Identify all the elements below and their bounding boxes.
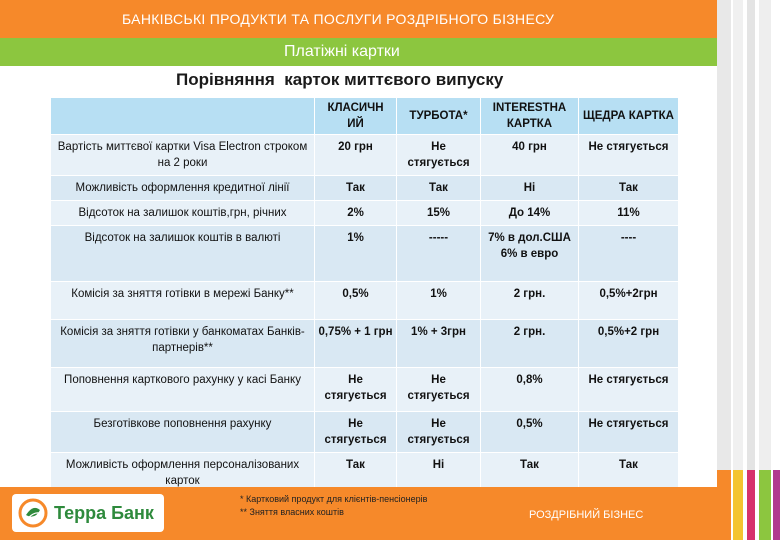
cell: Так	[579, 453, 679, 494]
footnote-pensioners: * Картковий продукт для клієнтів-пенсіонерів	[240, 494, 428, 504]
bank-logo[interactable]	[12, 494, 164, 532]
table-row	[51, 368, 679, 412]
cell: 7% в дол.США 6% в евро	[481, 226, 579, 282]
cell: 2 грн.	[481, 282, 579, 320]
row-label: Відсоток на залишок коштів в валюті	[51, 226, 315, 282]
table-row	[51, 226, 679, 282]
cell: Ні	[481, 176, 579, 201]
cell: До 14%	[481, 201, 579, 226]
cell: -----	[397, 226, 481, 282]
page-title: Порівняння карток миттєвого випуску	[176, 70, 504, 89]
subheader-bar	[0, 38, 717, 66]
table-row	[51, 282, 679, 320]
cell: 40 грн	[481, 135, 579, 176]
cell: Так	[315, 453, 397, 494]
cell: Не стягується	[579, 412, 679, 453]
row-label: Поповнення карткового рахунку у касі Банку	[51, 368, 315, 412]
subheader-title: Платіжні картки	[284, 43, 400, 60]
cell: 11%	[579, 201, 679, 226]
cell: 1%	[315, 226, 397, 282]
cell: Так	[315, 176, 397, 201]
table-row	[51, 320, 679, 368]
cell: 0,8%	[481, 368, 579, 412]
table-header-row	[51, 98, 679, 135]
cell: 15%	[397, 201, 481, 226]
table-row	[51, 201, 679, 226]
column-header-turbota: ТУРБОТА*	[397, 98, 481, 135]
table-row	[51, 135, 679, 176]
cell: 0,5%+2 грн	[579, 320, 679, 368]
column-header-interesna: INTERESTHA КАРТКА	[481, 98, 579, 135]
table-header-blank	[51, 98, 315, 135]
cell: ----	[579, 226, 679, 282]
cell: Так	[397, 176, 481, 201]
cell: Не стягується	[579, 135, 679, 176]
cell: Не стягується	[397, 135, 481, 176]
cell: 0,5%	[315, 282, 397, 320]
comparison-table	[50, 97, 679, 494]
cell: 1%	[397, 282, 481, 320]
cell: Так	[579, 176, 679, 201]
decorative-stripes	[717, 0, 780, 540]
row-label: Можливість оформлення кредитної лінії	[51, 176, 315, 201]
row-label: Вартість миттєвої картки Visa Electron строком на 2 роки	[51, 135, 315, 176]
cell: Не стягується	[315, 368, 397, 412]
retail-business-label: РОЗДРІБНИЙ БІЗНЕС	[529, 509, 644, 521]
cell: 0,75% + 1 грн	[315, 320, 397, 368]
cell: 1% + 3грн	[397, 320, 481, 368]
header-title: БАНКІВСЬКІ ПРОДУКТИ ТА ПОСЛУГИ РОЗДРІБНОГО БІЗНЕСУ	[122, 11, 555, 27]
cell: Так	[481, 453, 579, 494]
row-label: Безготівкове поповнення рахунку	[51, 412, 315, 453]
row-label: Комісія за зняття готівки в мережі Банку**	[51, 282, 315, 320]
cell: 2%	[315, 201, 397, 226]
cell: Не стягується	[315, 412, 397, 453]
table-row	[51, 176, 679, 201]
cell: 0,5%+2грн	[579, 282, 679, 320]
cell: 20 грн	[315, 135, 397, 176]
bank-name: Терра Банк	[54, 502, 154, 523]
column-header-shchedra: ЩЕДРА КАРТКА	[579, 98, 679, 135]
footnotes	[240, 493, 427, 519]
cell: Не стягується	[397, 412, 481, 453]
cell: Не стягується	[579, 368, 679, 412]
cell: 0,5%	[481, 412, 579, 453]
cell: 2 грн.	[481, 320, 579, 368]
cell: Ні	[397, 453, 481, 494]
row-label: Можливість оформлення персоналізованих карток	[51, 453, 315, 494]
column-header-classic: КЛАСИЧН ИЙ	[315, 98, 397, 135]
leaf-logo-icon	[18, 498, 48, 528]
header-bar	[0, 0, 717, 38]
cell: Не стягується	[397, 368, 481, 412]
footnote-withdrawal: ** Зняття власних коштів	[240, 507, 344, 517]
row-label: Відсоток на залишок коштів,грн, річних	[51, 201, 315, 226]
table-row	[51, 412, 679, 453]
row-label: Комісія за зняття готівки у банкоматах Банків-партнерів**	[51, 320, 315, 368]
